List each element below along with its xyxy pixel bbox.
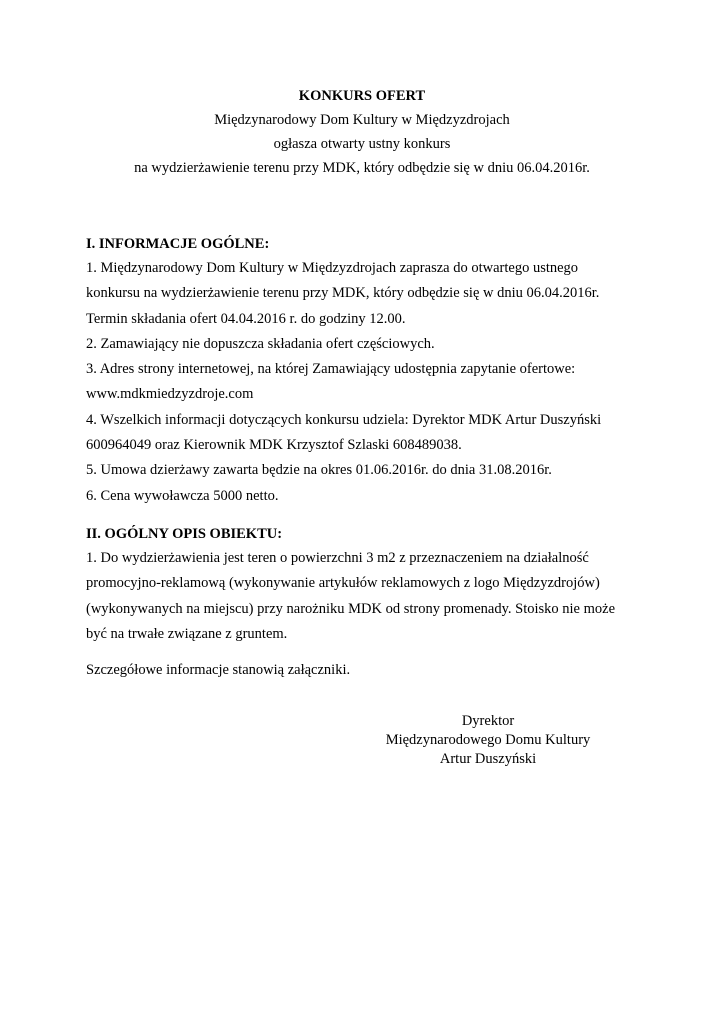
paragraph-line: 5. Umowa dzierżawy zawarta będzie na okres 01.06.2016r. do dnia 31.08.2016r. [86,462,552,479]
section-general-info [86,232,656,509]
signature-name: Artur Duszyński [439,751,537,767]
paragraph-line: 4. Wszelkich informacji dotyczących konkursu udziela: Dyrektor MDK Artur Duszyński [86,411,602,428]
website-url: www.mdkmiedzyzdroje.com [86,386,254,403]
section-object-description [86,522,656,647]
paragraph-line: 600964049 oraz Kierownik MDK Krzysztof Szlaski 608489038. [86,437,462,454]
document-title: KONKURS OFERT [298,88,426,104]
section-heading: I. INFORMACJE OGÓLNE: [86,236,270,252]
organizer-name: Międzynarodowy Dom Kultury w Międzyzdrojach [214,112,510,128]
paragraph-line: 6. Cena wywoławcza 5000 netto. [86,487,279,504]
paragraph-line: promocyjno-reklamową (wykonywanie artykułów reklamowych z logo Międzyzdrojów) [86,575,600,592]
paragraph-line: 2. Zamawiający nie dopuszcza składania ofert częściowych. [86,335,435,352]
paragraph-line: (wykonywanych na miejscu) przy narożniku MDK od strony promenady. Stoisko nie może [86,600,616,617]
paragraph-line: 1. Do wydzierżawienia jest teren o powierzchni 3 m2 z przeznaczeniem na działalność [86,550,589,566]
signature-title: Dyrektor [461,713,515,729]
closing-note [86,658,656,683]
attachments-note: Szczegółowe informacje stanowią załączniki. [86,662,351,678]
paragraph-line: 1. Międzynarodowy Dom Kultury w Międzyzdrojach zaprasza do otwartego ustnego [86,260,579,276]
section-heading: II. OGÓLNY OPIS OBIEKTU: [86,526,283,542]
signature-block [372,712,604,769]
paragraph-line: Termin składania ofert 04.04.2016 r. do godziny 12.00. [86,310,406,327]
paragraph-line: 3. Adres strony internetowej, na której Zamawiający udostępnia zapytanie ofertowe: [86,361,576,378]
subject-line: na wydzierżawienie terenu przy MDK, który odbędzie się w dniu 06.04.2016r. [134,160,590,176]
paragraph-line: konkursu na wydzierżawienie terenu przy MDK, który odbędzie się w dniu 06.04.2016r. [86,285,600,302]
document-header [0,84,724,180]
announcement-line: ogłasza otwarty ustny konkurs [273,136,451,152]
paragraph-line: być na trwałe związane z gruntem. [86,625,288,642]
signature-organization: Międzynarodowego Domu Kultury [385,732,591,748]
